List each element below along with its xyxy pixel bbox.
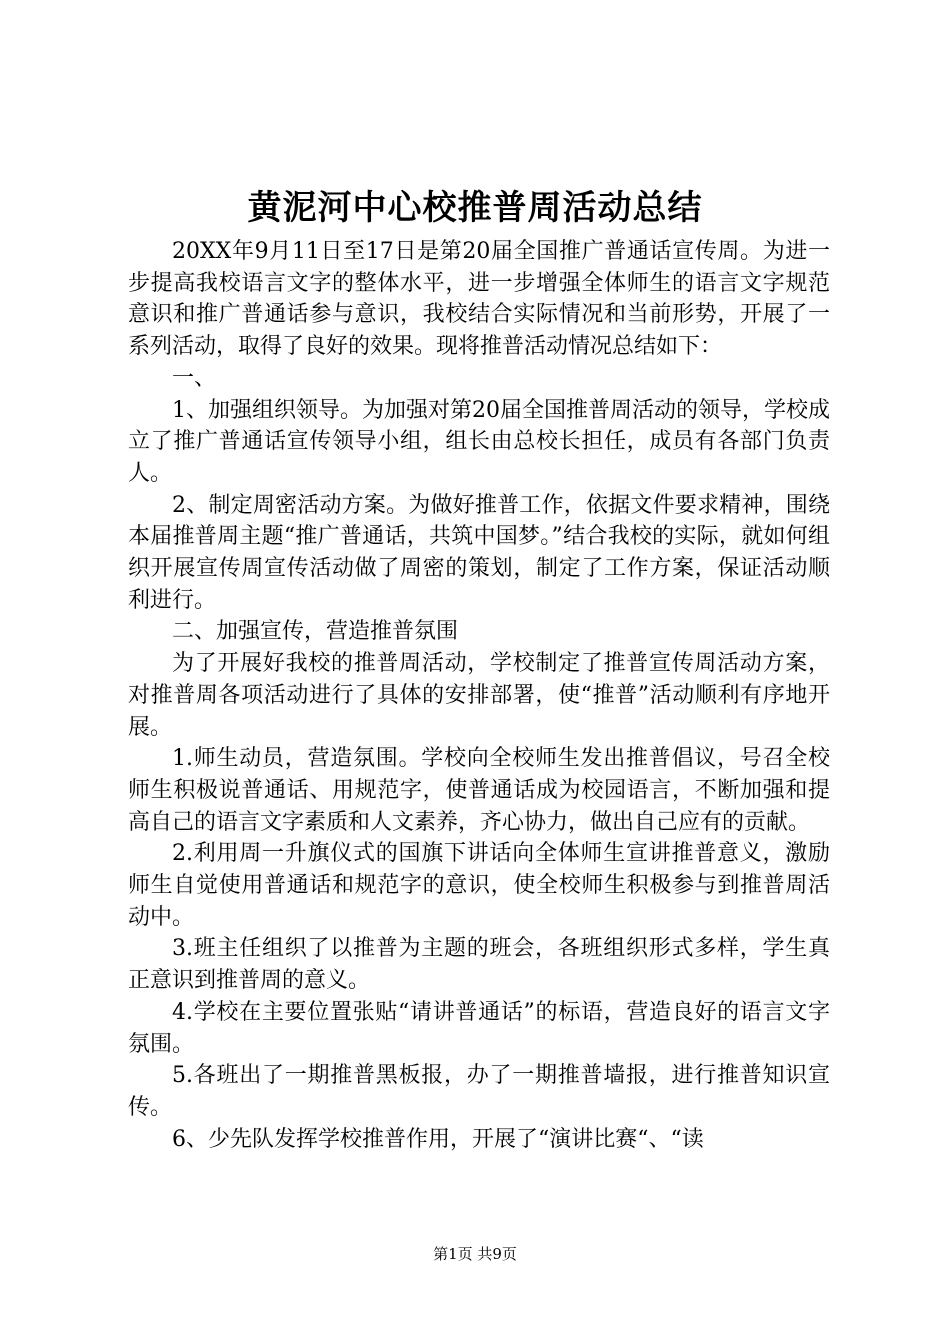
paragraph: 20XX年9月11日至17日是第20届全国推广普通话宣传周。为进一步提高我校语言文字的整体水平，进一步增强全体师生的语言文字规范意识和推广普通话参与意识，我校结合实际情况和当前形势，开展了一系列活动，取得了良好的效果。现将推普活动情况总结如下： <box>128 239 830 360</box>
paragraph: 2、制定周密活动方案。为做好推普工作，依据文件要求精神，围绕本届推普周主题“推广普通话，共筑中国梦。”结合我校的实际，就如何组织开展宣传周宣传活动做了周密的策划，制定了工作方案，保证活动顺利进行。 <box>128 492 830 613</box>
paragraph: 1.师生动员，营造氛围。学校向全校师生发出推普倡议，号召全校师生积极说普通话、用规范字，使普通话成为校园语言，不断加强和提高自己的语言文字素质和人文素养，齐心协力，做出自己应有的贡献。 <box>128 746 830 835</box>
document-body <box>128 236 830 1155</box>
paragraph: 3.班主任组织了以推普为主题的班会，各班组织形式多样，学生真正意识到推普周的意义。 <box>128 936 830 994</box>
paragraph: 4.学校在主要位置张贴“请讲普通话”的标语，营造良好的语言文字氛围。 <box>128 999 830 1057</box>
paragraph: 一、 <box>172 365 217 391</box>
section-heading: 二、加强宣传，营造推普氛围 <box>172 619 459 645</box>
paragraph: 2.利用周一升旗仪式的国旗下讲话向全体师生宣讲推普意义，激励师生自觉使用普通话和规范字的意识，使全校师生积极参与到推普周活动中。 <box>128 841 830 930</box>
paragraph: 为了开展好我校的推普周活动，学校制定了推普宣传周活动方案，对推普周各项活动进行了具体的安排部署，使“推普”活动顺利有序地开展。 <box>128 651 830 740</box>
page-number-footer: 第1页 共9页 <box>433 1245 517 1263</box>
document-title: 黄泥河中心校推普周活动总结 <box>247 188 703 228</box>
paragraph: 1、加强组织领导。为加强对第20届全国推普周活动的领导，学校成立了推广普通话宣传领导小组，组长由总校长担任，成员有各部门负责人。 <box>128 397 830 486</box>
paragraph: 5.各班出了一期推普黑板报，办了一期推普墙报，进行推普知识宣传。 <box>128 1063 830 1120</box>
paragraph: 6、少先队发挥学校推普作用，开展了“演讲比赛“、“读 <box>172 1126 704 1152</box>
